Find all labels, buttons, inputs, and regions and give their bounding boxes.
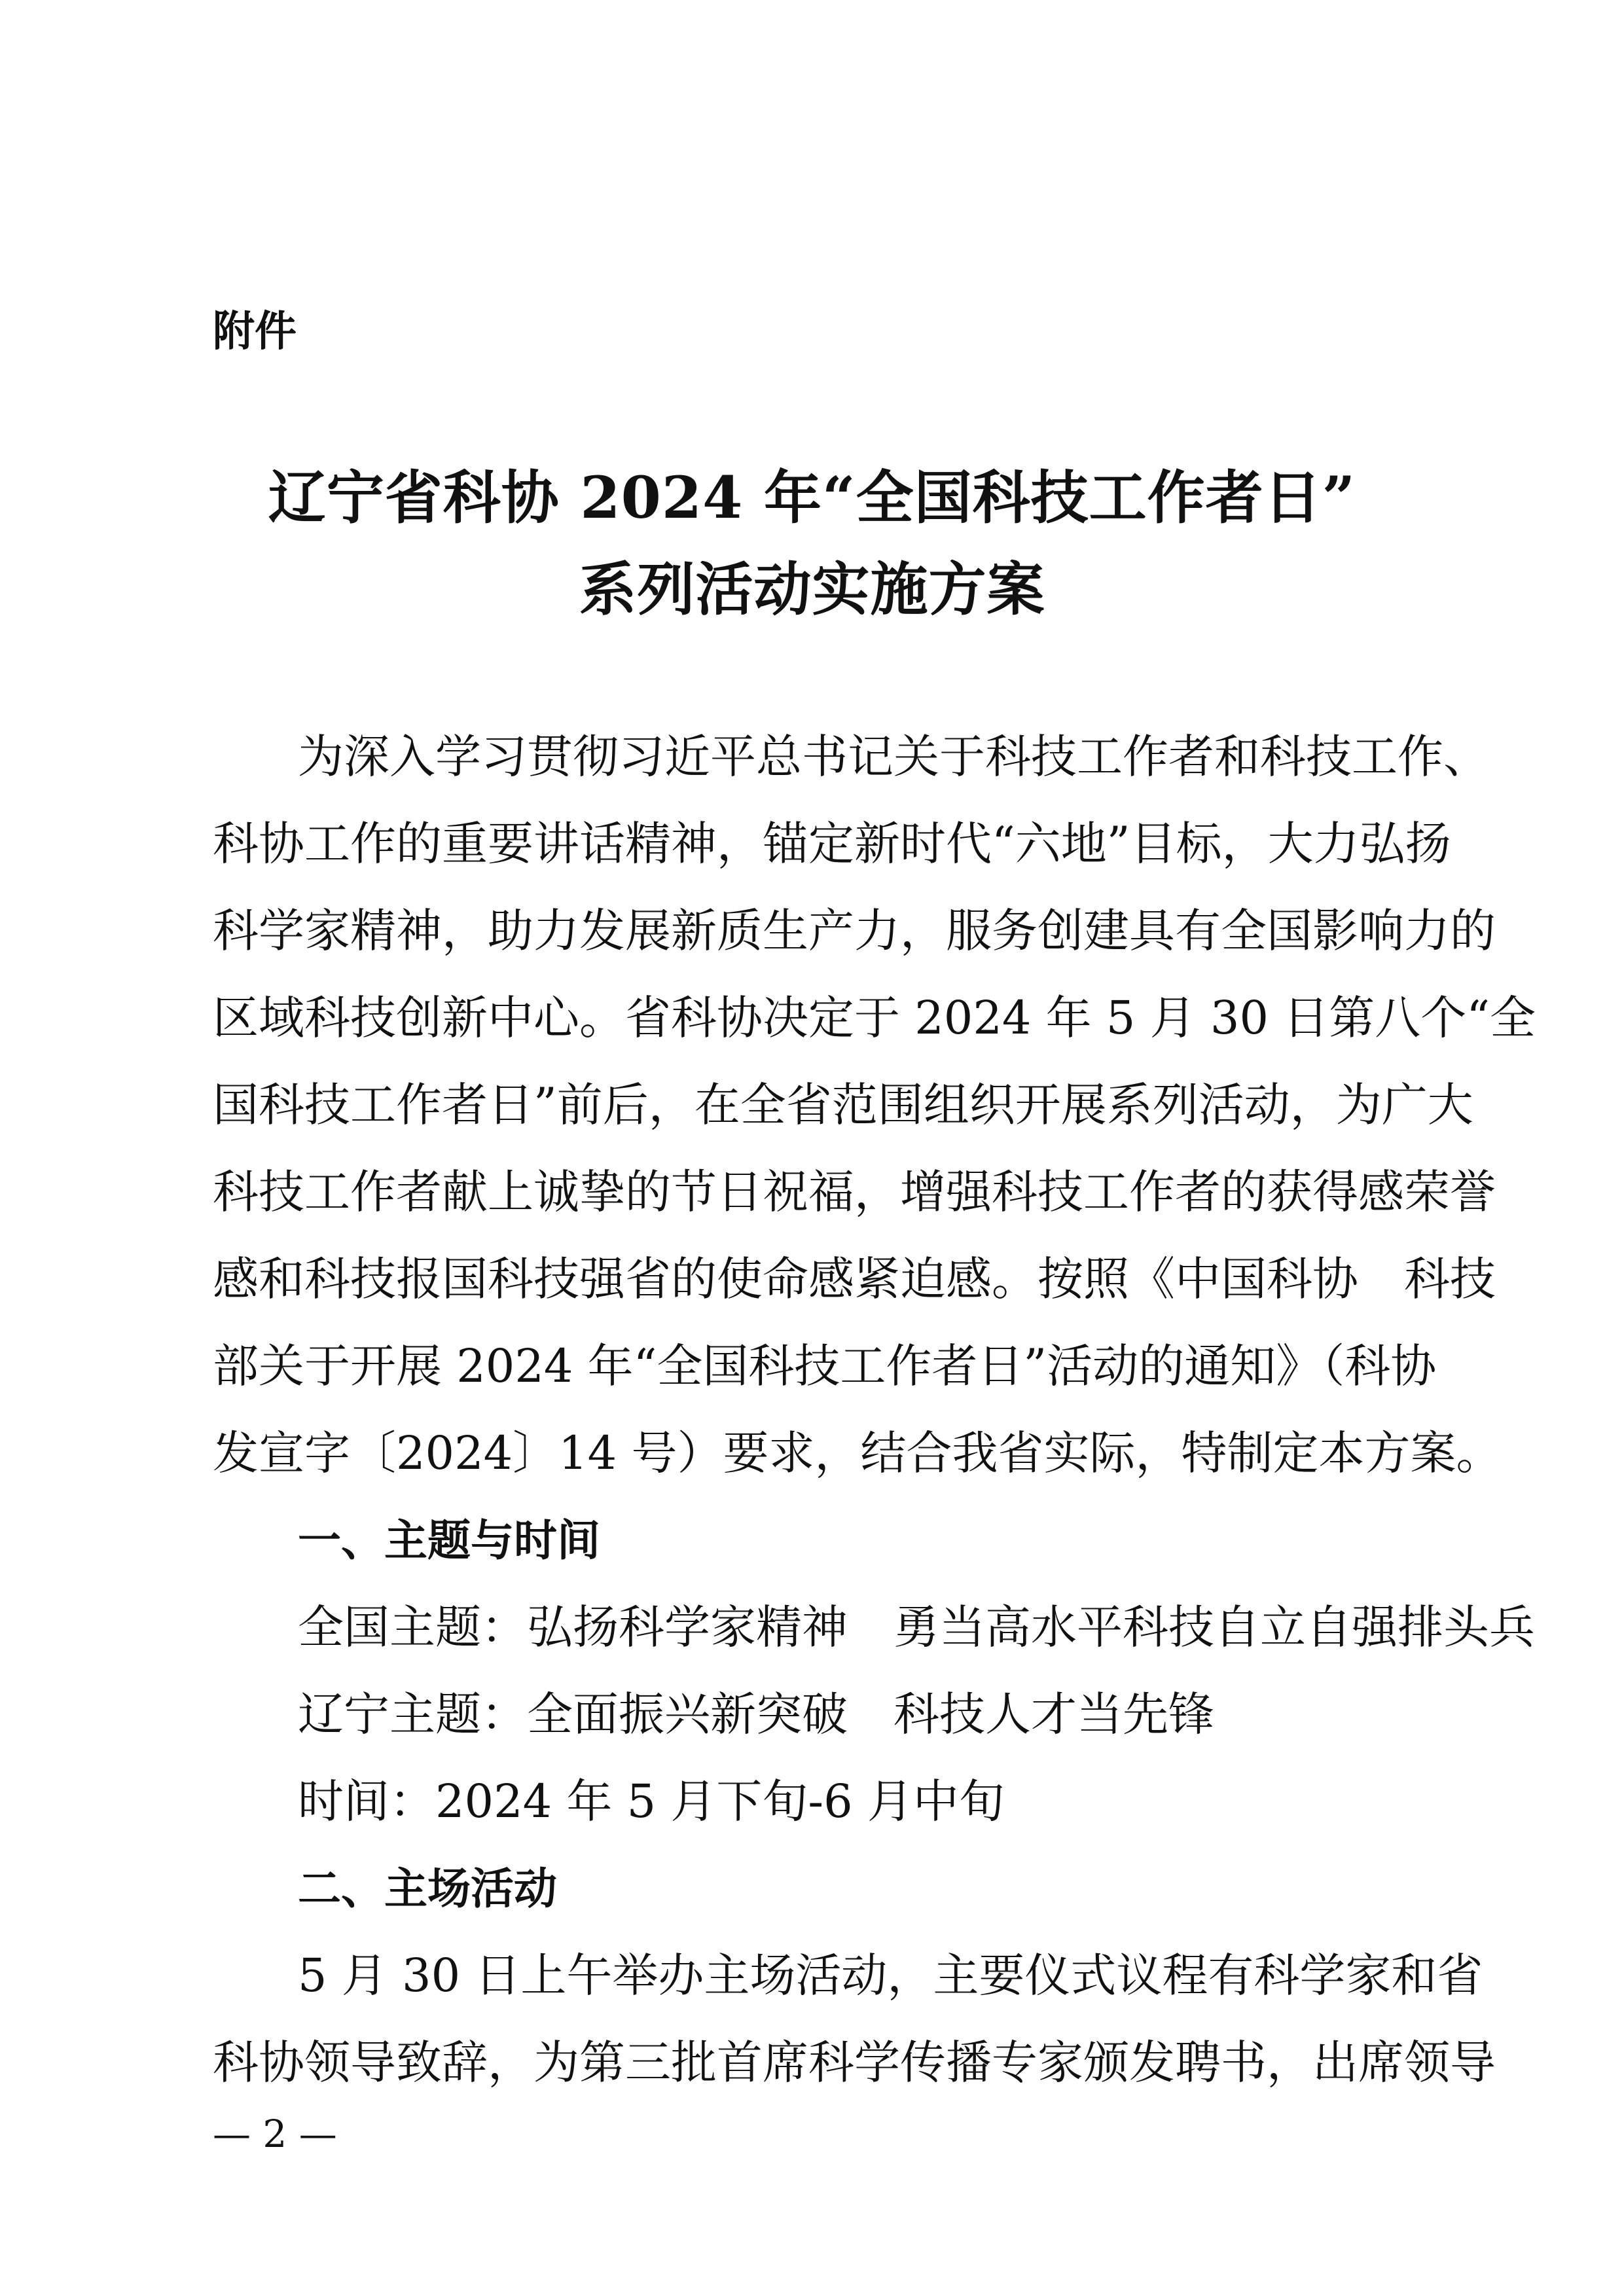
main-event-line: 5 月 30 日上午举办主场活动，主要仪式议程有科学家和省 (298, 1949, 1483, 2002)
intro-line: 感和科技报国科技强省的使命感紧迫感。按照《中国科协 科技 (213, 1252, 1496, 1306)
intro-line: 科学家精神，助力发展新质生产力，服务创建具有全国影响力的 (213, 904, 1496, 958)
intro-line: 发宣字〔2024〕14 号）要求，结合我省实际，特制定本方案。 (213, 1426, 1502, 1480)
intro-line: 科技工作者献上诚挚的节日祝福，增强科技工作者的获得感荣誉 (213, 1165, 1496, 1219)
liaoning-theme: 辽宁主题：全面振兴新突破 科技人才当先锋 (298, 1687, 1214, 1741)
attachment-label: 附件 (213, 308, 297, 356)
document-title-line-2: 系列活动实施方案 (579, 555, 1045, 623)
intro-line: 区域科技创新中心。省科协决定于 2024 年 5 月 30 日第八个“全 (213, 991, 1536, 1045)
activity-time: 时间：2024 年 5 月下旬-6 月中旬 (298, 1775, 1005, 1828)
document-title-line-1: 辽宁省科协 2024 年“全国科技工作者日” (268, 463, 1356, 532)
intro-line: 部关于开展 2024 年“全国科技工作者日”活动的通知》（科协 (213, 1339, 1437, 1393)
main-event-line: 科协领导致辞，为第三批首席科学传播专家颁发聘书，出席领导 (213, 2036, 1496, 2089)
section-heading-main-event: 二、主场活动 (298, 1864, 557, 1914)
national-theme: 全国主题：弘扬科学家精神 勇当高水平科技自立自强排头兵 (298, 1600, 1535, 1654)
page-number: — 2 — (213, 2112, 337, 2156)
intro-line: 科协工作的重要讲话精神，锚定新时代“六地”目标，大力弘扬 (213, 817, 1451, 871)
section-heading-theme-time: 一、主题与时间 (298, 1515, 600, 1566)
intro-line: 国科技工作者日”前后，在全省范围组织开展系列活动，为广大 (213, 1078, 1473, 1132)
document-body (213, 713, 1536, 2106)
intro-line: 为深入学习贯彻习近平总书记关于科技工作者和科技工作、 (298, 730, 1489, 784)
